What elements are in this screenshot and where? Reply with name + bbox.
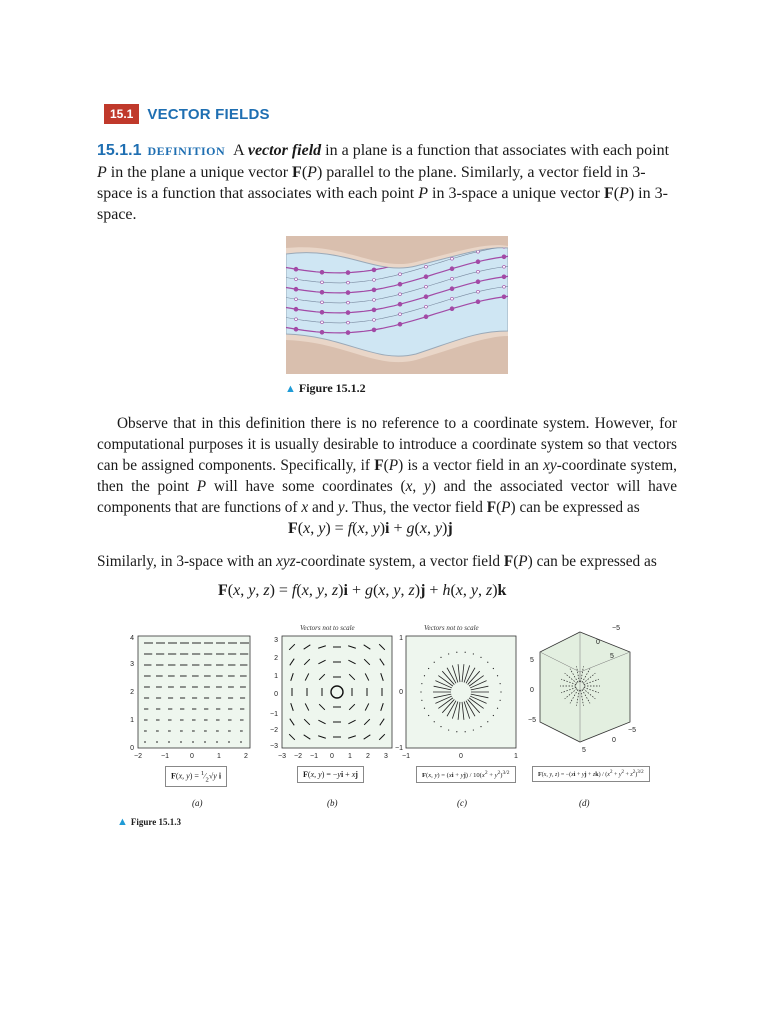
panel-a-formula: F(x, $y) = ^1⁄_2√y$ i xyxy=(165,766,227,787)
stream-particle xyxy=(503,265,506,268)
tick-label: 0 xyxy=(612,737,616,744)
stream-particle xyxy=(320,330,324,334)
panel-c-label: (c) xyxy=(457,798,467,808)
definition-number: 15.1.1 xyxy=(97,142,142,159)
vector-arrow xyxy=(497,708,498,709)
tick-label: −1 xyxy=(161,753,169,760)
panel-b-note: Vectors not to scale xyxy=(300,624,355,632)
tick-label: 4 xyxy=(130,635,134,642)
vector-arrow xyxy=(487,662,488,663)
stream-particle xyxy=(450,267,454,271)
stream-figure xyxy=(286,236,508,374)
stream-particle xyxy=(372,308,376,312)
vector-arrow xyxy=(473,729,474,730)
stream-particle xyxy=(476,280,480,284)
vector-arrow xyxy=(465,731,466,732)
panel-b-label: (b) xyxy=(327,798,338,808)
stream-particle xyxy=(476,260,480,264)
figure1-caption-text: Figure 15.1.2 xyxy=(298,381,366,395)
figure1-caption xyxy=(285,381,366,396)
tick-label: 1 xyxy=(130,717,134,724)
stream-particle xyxy=(398,322,402,326)
stream-particle xyxy=(321,301,324,304)
stream-particle xyxy=(295,298,298,301)
section-heading xyxy=(104,104,270,124)
stream-particle xyxy=(502,295,506,299)
panel-b-formula: F(x, y) = −yi + xj xyxy=(297,766,364,783)
vector-arrow xyxy=(428,668,429,669)
tick-label: 0 xyxy=(190,753,194,760)
vector-arrow xyxy=(434,662,435,663)
stream-particle xyxy=(477,270,480,273)
tick-label: 0 xyxy=(459,753,463,760)
body-paragraph: Observe that in this definition there is no reference to a coordinate system. However, for computational purposes it is usually desirable to introduce a coordinate system so that vectors can be assigned components. Specifically, if F(P) is a vector field in an xy-coordinate system, then the point P will have some coordinates (x, y) and the associated vector will have components that are functions of x and y. Thus, the vector field F(P) can be expressed as xyxy=(97,415,677,516)
vector-arrow xyxy=(480,657,481,658)
vector-arrow xyxy=(448,729,449,730)
stream-particle xyxy=(372,268,376,272)
tick-label: 0 xyxy=(330,753,334,760)
stream-particle xyxy=(346,291,350,295)
vector-arrow xyxy=(424,708,425,709)
stream-particle xyxy=(451,277,454,280)
tick-label: 1 xyxy=(274,673,278,680)
tick-label: 2 xyxy=(274,655,278,662)
triangle-icon: ▲ xyxy=(117,816,128,828)
panel-c-frame xyxy=(406,636,516,748)
definition-block xyxy=(97,140,677,225)
stream-particle xyxy=(347,281,350,284)
panel-d-formula: F(x, y, z) = −(xi + yj + $zk) / (x^2 + y^2 + z^2)^{3/2}$ xyxy=(532,766,650,782)
stream-particle xyxy=(477,290,480,293)
stream-particle xyxy=(424,295,428,299)
vector-arrow xyxy=(500,700,501,701)
vector-arrow xyxy=(434,721,435,722)
equation-3d: F(x, y, z) = f(x, y, z)i + g(x, y, z)j + h(x, y, z)k xyxy=(218,582,507,599)
vector-arrow xyxy=(421,683,422,684)
stream-particle xyxy=(399,313,402,316)
stream-particle xyxy=(477,250,480,253)
tick-label: −1 xyxy=(402,753,410,760)
tick-label: 5 xyxy=(610,653,614,660)
panel-c-formula: F(x, $y) = (xi + yj) / 10(x^2 + y^2)^{3/2}$ xyxy=(416,766,516,783)
tick-label: 3 xyxy=(384,753,388,760)
tick-label: −1 xyxy=(270,711,278,718)
tick-label: −2 xyxy=(134,753,142,760)
vector-arrow xyxy=(428,715,429,716)
stream-particle xyxy=(294,267,298,271)
stream-particle xyxy=(373,299,376,302)
vector-arrow xyxy=(440,726,441,727)
stream-particle xyxy=(451,257,454,260)
stream-particle xyxy=(347,321,350,324)
tick-label: −3 xyxy=(278,753,286,760)
tick-label: 3 xyxy=(274,637,278,644)
vector-arrow xyxy=(456,731,457,732)
stream-particle xyxy=(503,285,506,288)
stream-particle xyxy=(346,331,350,335)
stream-particle xyxy=(346,271,350,275)
triangle-icon: ▲ xyxy=(285,383,296,395)
stream-particle xyxy=(424,275,428,279)
stream-particle xyxy=(321,281,324,284)
tick-label: 0 xyxy=(596,639,600,646)
equation-2d: F(x, y) = f(x, y)i + g(x, y)j xyxy=(288,520,453,537)
vector-arrow xyxy=(493,668,494,669)
panel-d-cube xyxy=(540,632,630,742)
tick-label: −2 xyxy=(270,727,278,734)
vector-arrow xyxy=(493,715,494,716)
panel-b-frame xyxy=(282,636,392,748)
tick-label: 1 xyxy=(348,753,352,760)
vector-arrow xyxy=(421,700,422,701)
tick-label: −2 xyxy=(294,753,302,760)
tick-label: 2 xyxy=(366,753,370,760)
stream-particle xyxy=(425,265,428,268)
tick-label: 0 xyxy=(274,691,278,698)
stream-particle xyxy=(372,288,376,292)
stream-particle xyxy=(373,279,376,282)
tick-label: −1 xyxy=(310,753,318,760)
vector-arrow xyxy=(465,652,466,653)
section-title: VECTOR FIELDS xyxy=(147,105,270,123)
tick-label: 1 xyxy=(399,635,403,642)
vector-arrow xyxy=(500,691,501,692)
tick-label: 1 xyxy=(217,753,221,760)
vector-arrow xyxy=(497,675,498,676)
panel-d-label: (d) xyxy=(579,798,590,808)
tick-label: 5 xyxy=(582,747,586,754)
stream-particle xyxy=(424,315,428,319)
stream-particle xyxy=(321,321,324,324)
stream-particle xyxy=(425,305,428,308)
stream-particle xyxy=(398,302,402,306)
tick-label: 1 xyxy=(514,753,518,760)
stream-particle xyxy=(294,287,298,291)
tick-label: −5 xyxy=(612,625,620,632)
stream-particle xyxy=(373,319,376,322)
tick-label: −3 xyxy=(270,743,278,750)
stream-particle xyxy=(294,307,298,311)
tick-label: 2 xyxy=(130,689,134,696)
tick-label: 2 xyxy=(244,753,248,760)
vector-arrow xyxy=(420,691,421,692)
tick-label: 5 xyxy=(530,657,534,664)
tick-label: −1 xyxy=(395,745,403,752)
stream-particle xyxy=(476,300,480,304)
stream-particle xyxy=(320,310,324,314)
tick-label: 3 xyxy=(130,661,134,668)
stream-particle xyxy=(346,311,350,315)
section-number: 15.1 xyxy=(104,104,139,124)
stream-particle xyxy=(398,282,402,286)
tick-label: −5 xyxy=(628,727,636,734)
stream-particle xyxy=(295,278,298,281)
vector-arrow xyxy=(440,657,441,658)
definition-text: A vector field in a plane is a function that associates with each point P in the plane a unique vector F(P) parallel to the plane. Similarly, a vector field in 3-space is a function that associates with each point P in 3-space a unique vector F(P) in 3-space. xyxy=(97,142,670,223)
stream-particle xyxy=(372,328,376,332)
panel-a-label: (a) xyxy=(192,798,203,808)
definition-label: DEFINITION xyxy=(147,144,226,158)
vector-arrow xyxy=(448,653,449,654)
vector-arrow xyxy=(456,652,457,653)
vector-arrow xyxy=(424,675,425,676)
stream-particle xyxy=(425,285,428,288)
stream-particle xyxy=(295,318,298,321)
vector-arrow xyxy=(473,653,474,654)
stream-particle xyxy=(502,275,506,279)
tick-label: 0 xyxy=(530,687,534,694)
stream-particle xyxy=(502,255,506,259)
stream-particle xyxy=(294,327,298,331)
stream-particle xyxy=(451,297,454,300)
vector-arrow xyxy=(480,726,481,727)
panel-c-note: Vectors not to scale xyxy=(424,624,479,632)
vector-arrow xyxy=(500,683,501,684)
vector-field-panels xyxy=(120,620,660,820)
stream-particle xyxy=(399,293,402,296)
stream-particle xyxy=(450,307,454,311)
stream-particle xyxy=(347,301,350,304)
stream-particle xyxy=(399,273,402,276)
stream-particle xyxy=(450,287,454,291)
figure3-caption-text: Figure 15.1.3 xyxy=(130,817,181,827)
tick-label: −5 xyxy=(528,717,536,724)
stream-particle xyxy=(320,270,324,274)
stream-particle xyxy=(320,290,324,294)
body-line-3space: Similarly, in 3-space with an xyz-coordinate system, a vector field F(P) can be expressed as xyxy=(97,553,657,570)
vector-arrow xyxy=(487,721,488,722)
tick-label: 0 xyxy=(399,689,403,696)
tick-label: 0 xyxy=(130,745,134,752)
figure3-caption xyxy=(117,816,181,828)
